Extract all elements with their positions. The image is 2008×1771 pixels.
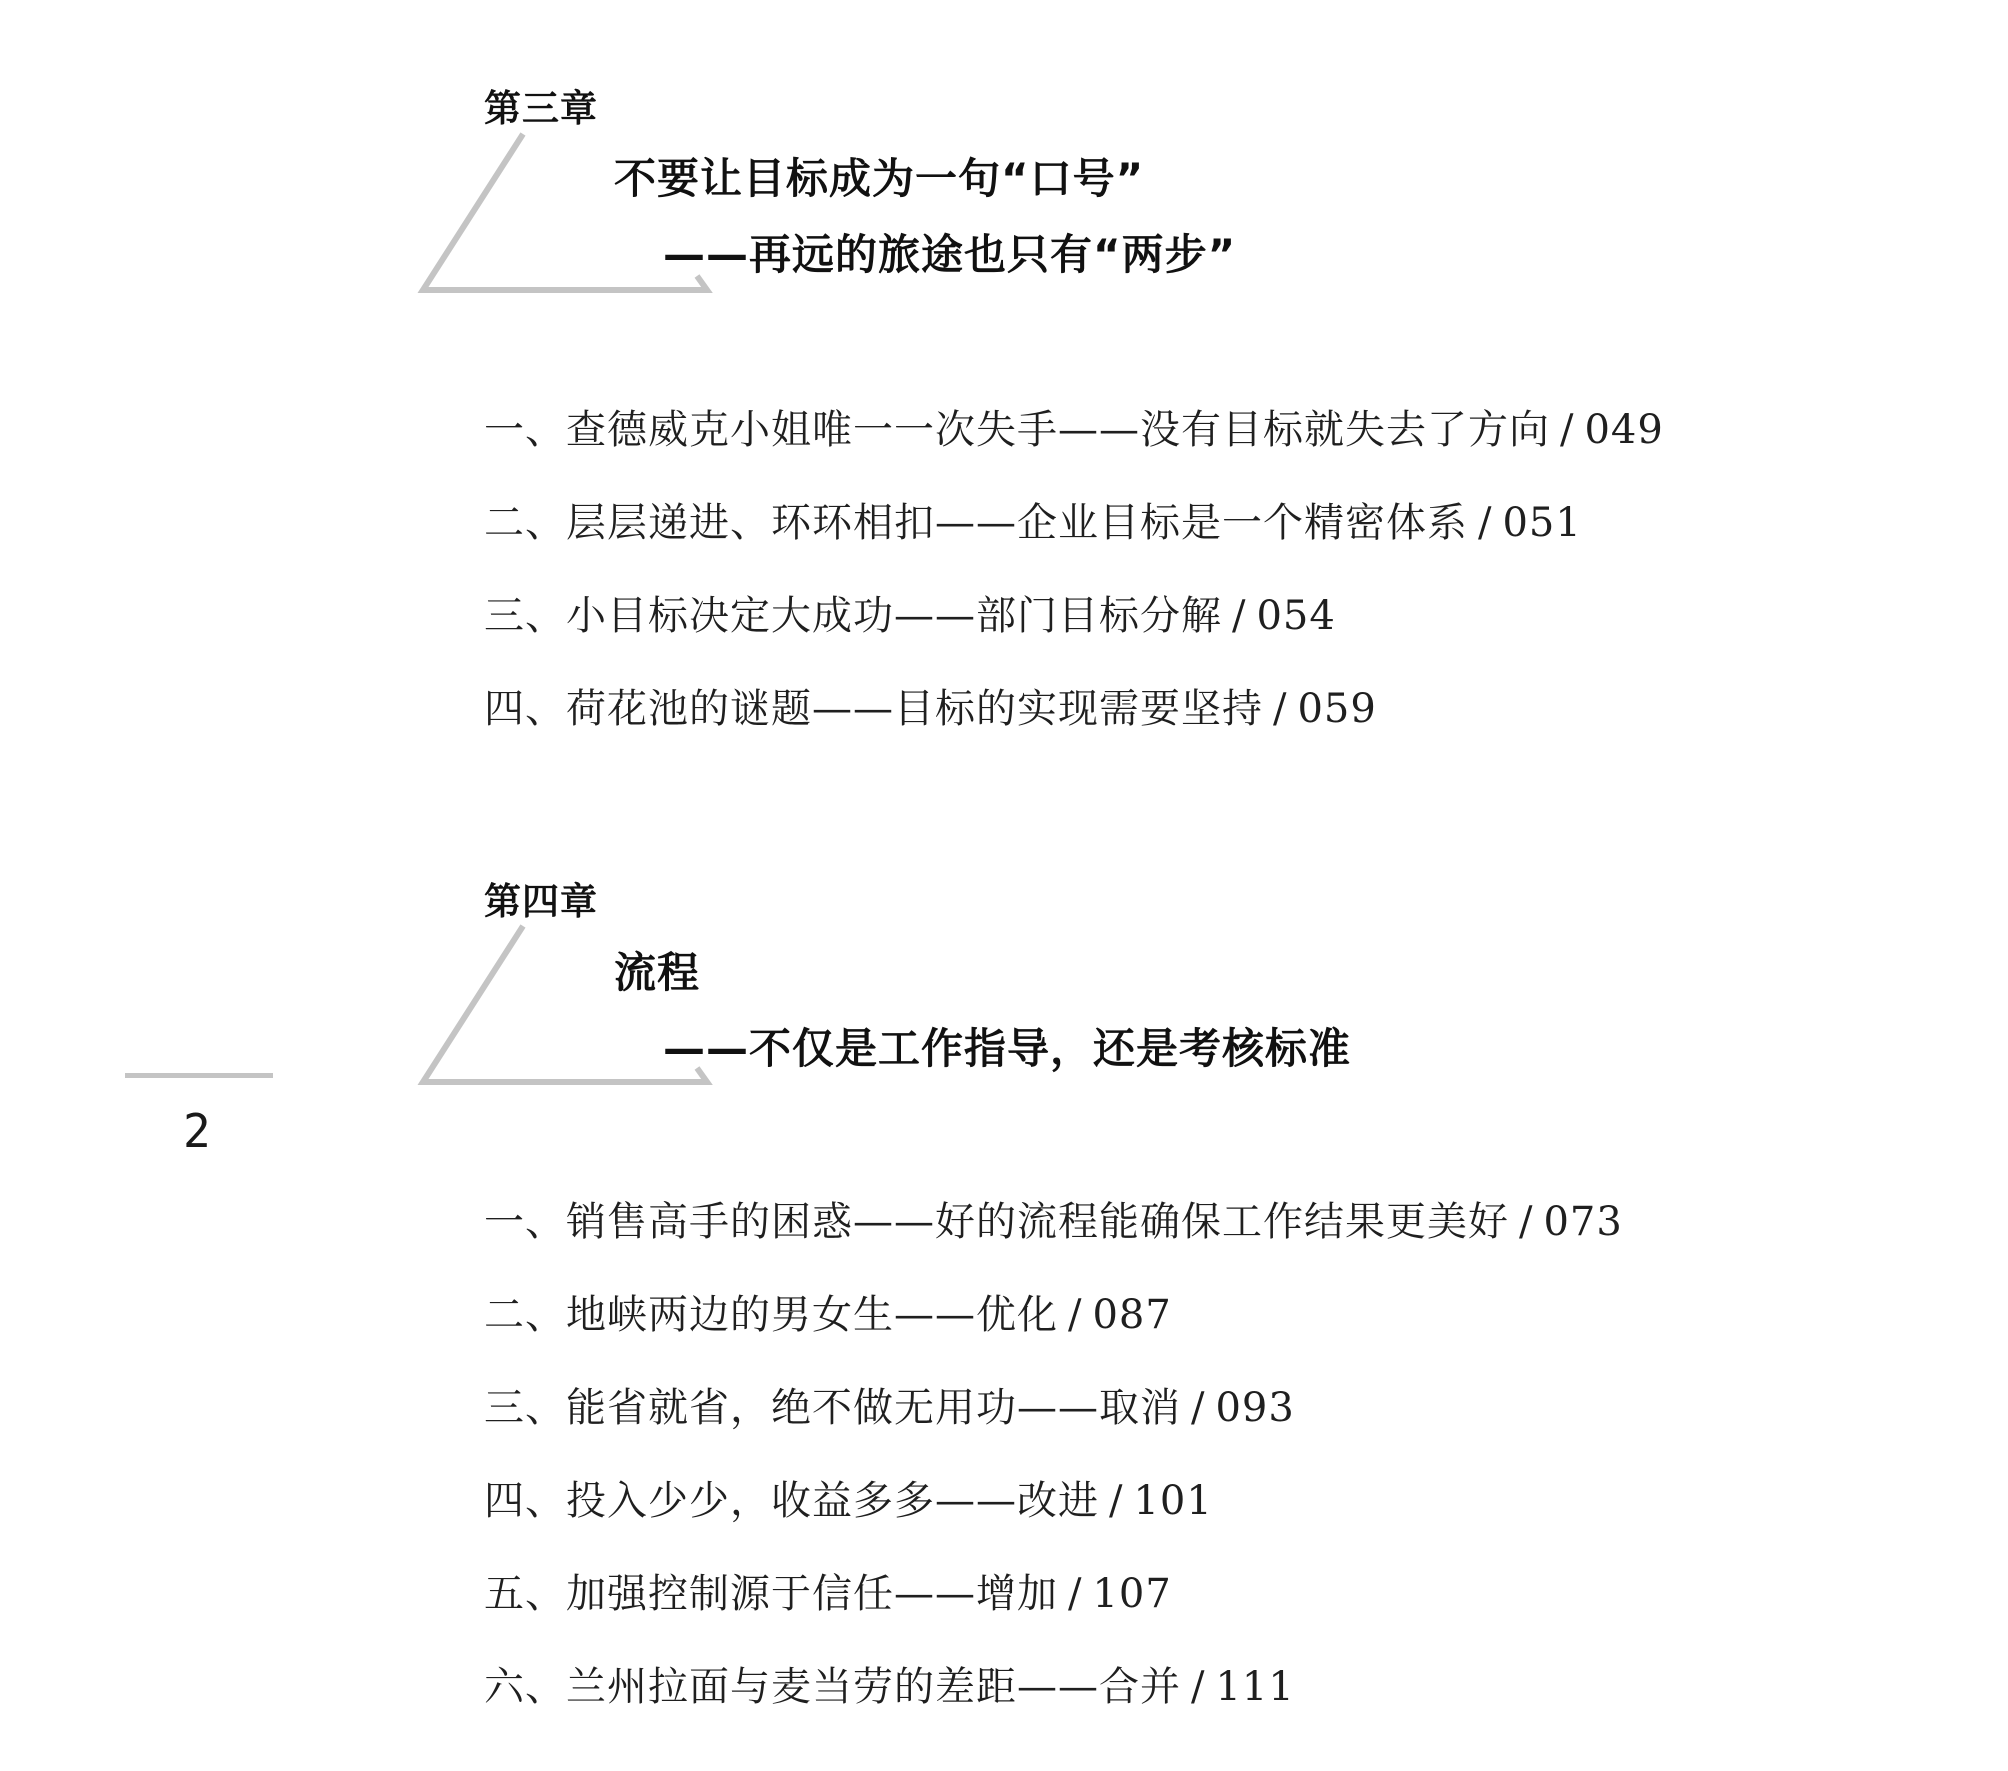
chapter-4-label: 第四章 (484, 880, 598, 923)
toc-entry-title: 三、能省就省，绝不做无用功——取消 (484, 1385, 1181, 1431)
toc-separator: / (1191, 1664, 1206, 1710)
toc-entry-title: 四、投入少少，收益多多——改进 (484, 1478, 1099, 1524)
chapter-4-toc (484, 1176, 1623, 1734)
chapter-3-subtitle: ——再远的旅途也只有“两步” (663, 230, 1237, 279)
toc-entry[interactable] (484, 384, 1664, 477)
toc-separator: / (1519, 1199, 1534, 1245)
toc-separator: / (1109, 1478, 1124, 1524)
chapter-4-subtitle: ——不仅是工作指导，还是考核标准 (663, 1024, 1352, 1073)
toc-entry-page: 101 (1133, 1478, 1213, 1524)
toc-entry-page: 051 (1502, 500, 1582, 546)
toc-entry-title: 一、查德威克小姐唯一一次失手——没有目标就失去了方向 (484, 407, 1550, 453)
page-number: 2 (183, 1104, 211, 1158)
toc-entry-page: 049 (1584, 407, 1664, 453)
toc-entry-title: 五、加强控制源于信任——增加 (484, 1571, 1058, 1617)
toc-entry-page: 111 (1215, 1664, 1295, 1710)
toc-separator: / (1068, 1571, 1083, 1617)
toc-entry-page: 087 (1092, 1292, 1172, 1338)
toc-entry-title: 四、荷花池的谜题——目标的实现需要坚持 (484, 686, 1263, 732)
toc-entry-page: 054 (1256, 593, 1336, 639)
toc-entry[interactable] (484, 1269, 1623, 1362)
toc-entry[interactable] (484, 1176, 1623, 1269)
toc-separator: / (1232, 593, 1247, 639)
toc-entry-page: 107 (1092, 1571, 1172, 1617)
chapter-3-toc (484, 384, 1664, 756)
toc-separator: / (1191, 1385, 1206, 1431)
toc-entry[interactable] (484, 1362, 1623, 1455)
toc-entry-page: 093 (1215, 1385, 1295, 1431)
toc-entry[interactable] (484, 663, 1664, 756)
toc-entry-page: 059 (1297, 686, 1377, 732)
toc-separator: / (1478, 500, 1493, 546)
toc-entry[interactable] (484, 1641, 1623, 1734)
chapter-4-title: 流程 (614, 948, 701, 997)
toc-entry[interactable] (484, 1455, 1623, 1548)
toc-entry-title: 二、层层递进、环环相扣——企业目标是一个精密体系 (484, 500, 1468, 546)
toc-entry-title: 一、销售高手的困惑——好的流程能确保工作结果更美好 (484, 1199, 1509, 1245)
toc-separator: / (1273, 686, 1288, 732)
chapter-3-title: 不要让目标成为一句“口号” (614, 154, 1145, 203)
chapter-3-label: 第三章 (484, 87, 598, 130)
toc-entry-title: 二、地峡两边的男女生——优化 (484, 1292, 1058, 1338)
toc-separator: / (1068, 1292, 1083, 1338)
toc-entry-title: 六、兰州拉面与麦当劳的差距——合并 (484, 1664, 1181, 1710)
toc-entry[interactable] (484, 570, 1664, 663)
toc-separator: / (1560, 407, 1575, 453)
toc-entry[interactable] (484, 477, 1664, 570)
toc-entry[interactable] (484, 1548, 1623, 1641)
toc-entry-page: 073 (1543, 1199, 1623, 1245)
page-number-rule (125, 1073, 273, 1078)
toc-entry-title: 三、小目标决定大成功——部门目标分解 (484, 593, 1222, 639)
